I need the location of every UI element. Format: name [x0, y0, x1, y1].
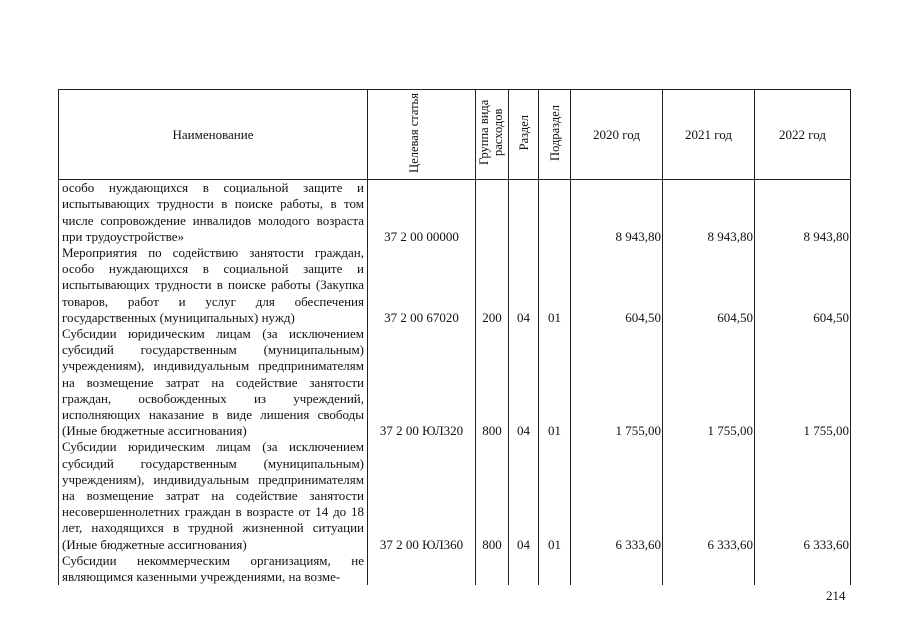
row-2022: 604,50	[755, 245, 851, 326]
row-2020: 604,50	[571, 245, 663, 326]
row-2020: 6 333,60	[571, 439, 663, 552]
header-2021: 2021 год	[663, 90, 755, 180]
row-section	[509, 180, 539, 245]
row-2021: 8 943,80	[663, 180, 755, 245]
table-row	[59, 245, 851, 326]
row-name: особо нуждающихся в социальной защите и испытывающих трудности в поиске работы, в том числе сопровождение инвалидов молодого возраста при трудоустройстве»	[59, 180, 368, 245]
header-subsection: Подраздел	[539, 90, 571, 180]
row-2021: 1 755,00	[663, 326, 755, 439]
table-header-row	[59, 90, 851, 180]
row-section: 04	[509, 245, 539, 326]
row-2022	[755, 553, 851, 585]
row-group: 800	[476, 326, 509, 439]
header-name: Наименование	[59, 90, 368, 180]
row-2020: 8 943,80	[571, 180, 663, 245]
header-2020: 2020 год	[571, 90, 663, 180]
row-group	[476, 180, 509, 245]
table-row	[59, 439, 851, 552]
row-section: 04	[509, 326, 539, 439]
row-target: 37 2 00 ЮЛ360	[368, 439, 476, 552]
row-target	[368, 553, 476, 585]
table-row	[59, 553, 851, 585]
header-2022: 2022 год	[755, 90, 851, 180]
row-2021: 604,50	[663, 245, 755, 326]
header-target-article: Целевая статья	[368, 90, 476, 180]
row-target: 37 2 00 ЮЛ320	[368, 326, 476, 439]
row-name: Субсидии юридическим лицам (за исключением субсидий государственным (муниципальным) учреждениям), индивидуальным предпринимателям на возмещение затрат на содействие занятости граждан, освобожденных из учреждений, исполняющих наказание в виде лишения свободы (Иные бюджетные ассигнования)	[59, 326, 368, 439]
row-subsection	[539, 553, 571, 585]
row-group	[476, 553, 509, 585]
row-name: Субсидии некоммерческим организациям, не являющимся казенными учреждениями, на возме-	[59, 553, 368, 585]
table-row	[59, 326, 851, 439]
row-2020: 1 755,00	[571, 326, 663, 439]
row-2022: 1 755,00	[755, 326, 851, 439]
table-row	[59, 180, 851, 245]
row-subsection: 01	[539, 439, 571, 552]
row-2022: 6 333,60	[755, 439, 851, 552]
budget-table	[58, 89, 851, 585]
row-target: 37 2 00 67020	[368, 245, 476, 326]
row-subsection: 01	[539, 245, 571, 326]
row-section	[509, 553, 539, 585]
row-2022: 8 943,80	[755, 180, 851, 245]
row-group: 800	[476, 439, 509, 552]
row-2021	[663, 553, 755, 585]
budget-table-container	[58, 89, 851, 585]
row-group: 200	[476, 245, 509, 326]
row-2020	[571, 553, 663, 585]
header-section: Раздел	[509, 90, 539, 180]
page-number: 214	[826, 588, 846, 603]
row-target: 37 2 00 00000	[368, 180, 476, 245]
header-expense-group: Группа вида расходов	[476, 90, 509, 180]
row-name: Мероприятия по содействию занятости граждан, особо нуждающихся в социальной защите и испытывающих трудности в поиске работы (Закупка товаров, работ и услуг для обеспечения государственных (муниципальных) нужд)	[59, 245, 368, 326]
row-subsection	[539, 180, 571, 245]
row-subsection: 01	[539, 326, 571, 439]
row-section: 04	[509, 439, 539, 552]
row-name: Субсидии юридическим лицам (за исключением субсидий государственным (муниципальным) учреждениям), индивидуальным предпринимателям на возмещение затрат на содействие занятости несовершеннолетних граждан в возрасте от 14 до 18 лет, находящихся в трудной жизненной ситуации (Иные бюджетные ассигнования)	[59, 439, 368, 552]
row-2021: 6 333,60	[663, 439, 755, 552]
